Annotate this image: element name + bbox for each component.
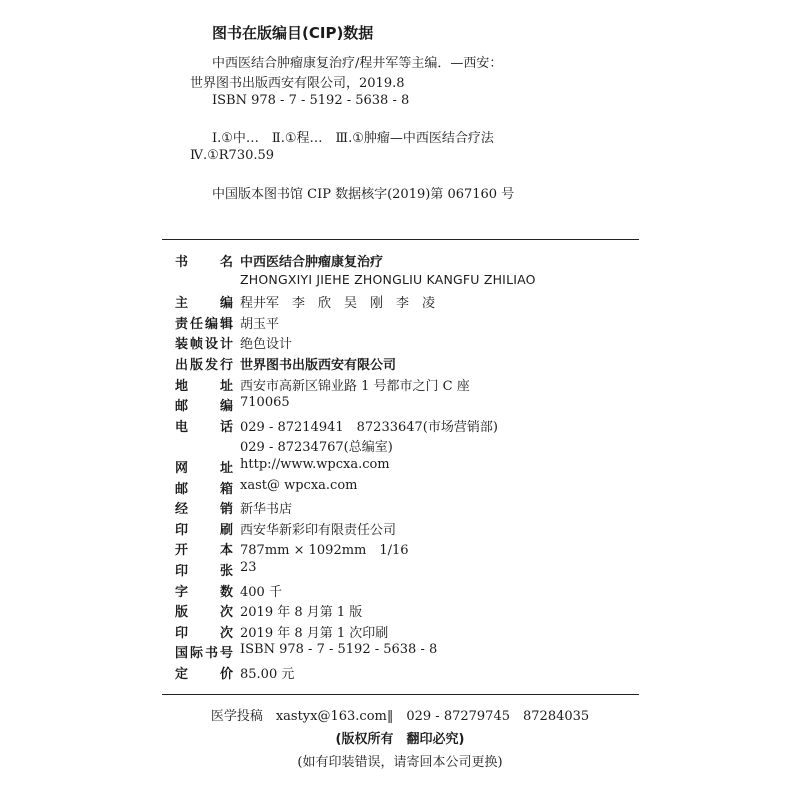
rights-line: (版权所有 翻印必究)	[335, 732, 465, 747]
colophon-label: 电 话	[175, 419, 233, 435]
colophon-value: 世界图书出版西安有限公司	[240, 358, 397, 373]
colophon-label: 主 编	[175, 296, 233, 312]
colophon-value: 029 - 87234767(总编室)	[240, 440, 393, 456]
colophon-value: 85.00 元	[240, 667, 295, 682]
colophon-value: 西安市高新区锦业路 1 号都市之门 C 座	[240, 378, 470, 394]
colophon-label: 地 址	[175, 378, 233, 394]
colophon-label: 印 次	[175, 625, 233, 641]
contribute-line: 医学投稿 xastyx@163.com‖ 029 - 87279745 87284035	[210, 709, 590, 724]
colophon-label: 网 址	[175, 461, 233, 476]
colophon-label: 书 名	[175, 255, 233, 270]
colophon-value: 中西医结合肿瘤康复治疗	[240, 255, 384, 270]
colophon-value: 新华书店	[240, 502, 293, 518]
colophon-value: xast@ wpcxa.com	[240, 477, 358, 493]
colophon-value: 程井军 李 欣 吴 刚 李 凌	[240, 296, 436, 312]
colophon-value: http://www.wpcxa.com	[240, 457, 390, 472]
colophon-label: 字 数	[175, 584, 233, 600]
cip-line-4: Ⅰ.①中… Ⅱ.①程… Ⅲ.①肿瘤—中西医结合疗法	[212, 131, 494, 146]
colophon-value: 2019 年 8 月第 1 版	[240, 605, 363, 621]
colophon-label: 版 次	[175, 605, 233, 621]
colophon-label: 责任编辑	[175, 316, 233, 332]
colophon-label: 经 销	[175, 502, 233, 518]
colophon-value: 787mm × 1092mm 1/16	[240, 543, 409, 559]
colophon-value: 23	[240, 560, 257, 575]
notice-line: (如有印装错误，请寄回本公司更换)	[297, 755, 503, 770]
colophon-value: ISBN 978 - 7 - 5192 - 5638 - 8	[240, 642, 438, 658]
colophon-label: 邮 箱	[175, 481, 233, 497]
colophon-label: 装帧设计	[175, 337, 233, 353]
colophon-value: ZHONGXIYI JIEHE ZHONGLIU KANGFU ZHILIAO	[240, 271, 536, 287]
colophon-label: 出版发行	[175, 358, 233, 373]
cip-line-1: 中西医结合肿瘤康复治疗/程井军等主编．—西安：	[212, 56, 503, 71]
cip-line-3: ISBN 978 - 7 - 5192 - 5638 - 8	[212, 93, 410, 108]
colophon-label: 印 张	[175, 564, 233, 579]
cip-line-5: Ⅳ.①R730.59	[190, 148, 275, 163]
colophon-label: 印 刷	[175, 522, 233, 538]
colophon-value: 胡玉平	[240, 316, 280, 332]
cip-line-2: 世界图书出版西安有限公司，2019.8	[190, 76, 405, 91]
cip-line-6: 中国版本图书馆 CIP 数据核字(2019)第 067160 号	[212, 187, 515, 202]
colophon-label: 开 本	[175, 543, 233, 559]
divider-top	[162, 239, 639, 240]
colophon-label: 邮 编	[175, 399, 233, 415]
divider-bottom	[162, 694, 639, 695]
colophon-value: 710065	[240, 395, 290, 411]
colophon-value: 西安华新彩印有限责任公司	[240, 522, 397, 538]
colophon-label: 定 价	[175, 667, 233, 682]
colophon-value: 400 千	[240, 584, 282, 600]
colophon-value: 029 - 87214941 87233647(市场营销部)	[240, 419, 498, 435]
colophon-value: 2019 年 8 月第 1 次印刷	[240, 625, 389, 641]
cip-title: 图书在版编目(CIP)数据	[212, 24, 374, 42]
colophon-label: 国际书号	[175, 646, 233, 662]
colophon-value: 绝色设计	[240, 337, 293, 353]
